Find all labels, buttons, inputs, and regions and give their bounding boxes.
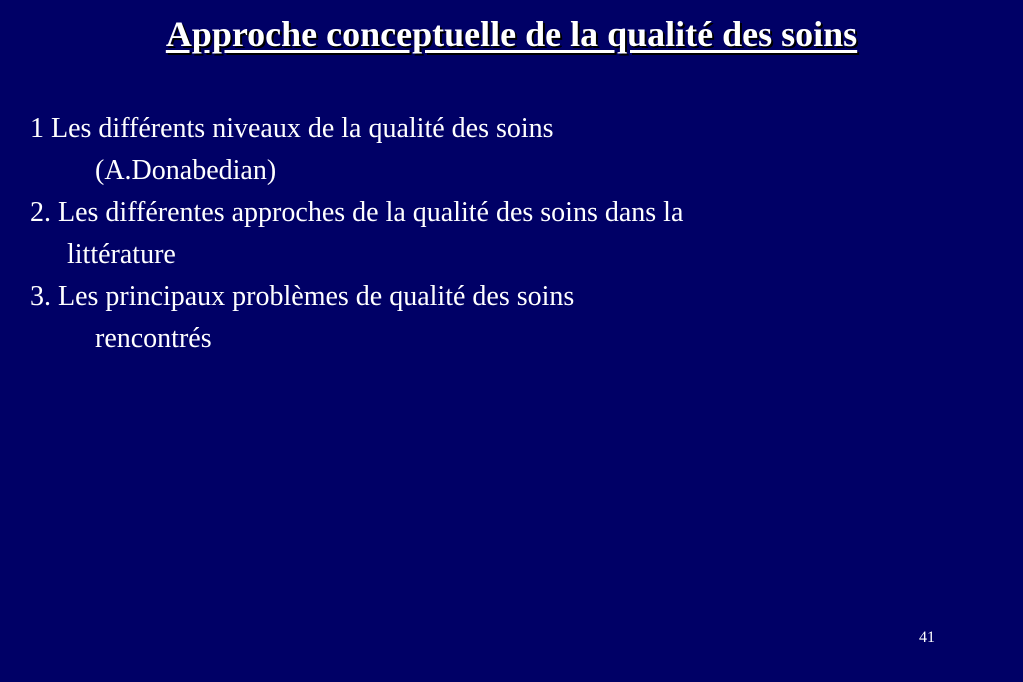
agenda-item-1-text: 1 Les différents niveaux de la qualité des soins	[30, 113, 554, 144]
agenda-item-1	[30, 108, 990, 192]
agenda-item-3-continuation: rencontrés	[95, 323, 212, 354]
agenda-item-2	[30, 192, 990, 276]
agenda-list	[30, 108, 990, 360]
slide-title-text: Approche conceptuelle de la qualité des soins	[165, 14, 858, 54]
agenda-item-2-continuation: littérature	[67, 239, 176, 270]
slide-title	[0, 10, 1023, 58]
agenda-item-3	[30, 276, 990, 360]
slide-number: 41	[919, 629, 935, 646]
agenda-item-2-text: 2. Les différentes approches de la qualité des soins dans la	[30, 197, 684, 228]
agenda-item-3-text: 3. Les principaux problèmes de qualité des soins	[30, 281, 575, 312]
agenda-item-1-continuation: (A.Donabedian)	[95, 155, 277, 186]
